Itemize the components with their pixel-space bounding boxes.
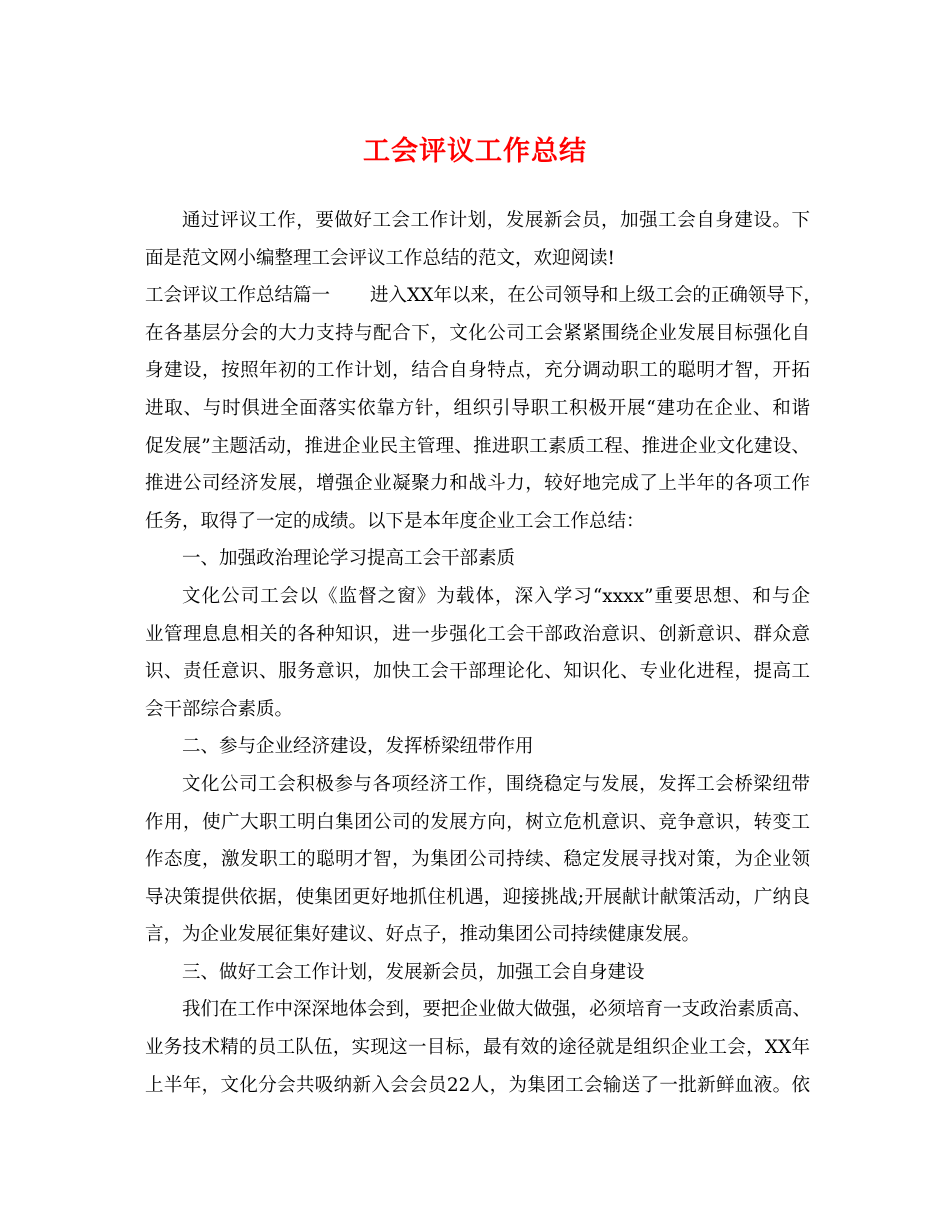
part1-line-1 — [145, 277, 822, 315]
section3-line-1: 我们在工作中深深地体会到，要把企业做大做强，必须培育一支政治素质高、 — [182, 999, 812, 1021]
section2-line-3: 作态度，激发职工的聪明才智，为集团公司持续、稳定发展寻找对策，为企业领 — [145, 849, 810, 871]
part1-paragraph — [145, 277, 822, 540]
section1-line-4: 会干部综合素质。 — [145, 698, 294, 720]
section3-heading: 三、做好工会工作计划，发展新会员，加强工会自身建设 — [182, 961, 645, 983]
section3-line-3: 上半年，文化分会共吸纳新入会会员22人，为集团工会输送了一批新鲜血液。依 — [145, 1074, 810, 1096]
part1-line-4: 进取、与时俱进全面落实依靠方针，组织引导职工积极开展“建功在企业、和谐 — [145, 397, 810, 419]
section2-heading: 二、参与企业经济建设，发挥桥梁纽带作用 — [182, 736, 534, 758]
part1-line-3: 身建设，按照年初的工作计划，结合自身特点，充分调动职工的聪明才智，开拓 — [145, 360, 810, 382]
part1-line-6: 推进公司经济发展，增强企业凝聚力和战斗力，较好地完成了上半年的各项工作 — [145, 473, 810, 495]
section1-line-1: 文化公司工会以《监督之窗》为载体，深入学习“xxxx”重要思想、和与企 — [182, 585, 810, 607]
part1-label: 工会评议工作总结篇一 — [145, 285, 331, 307]
page-title: 工会评议工作总结 — [363, 136, 587, 167]
section3 — [145, 954, 810, 1104]
document-body — [145, 202, 822, 1104]
section1-heading: 一、加强政治理论学习提高工会干部素质 — [182, 548, 516, 570]
intro-paragraph — [145, 202, 810, 277]
section1-line-3: 识、责任意识、服务意识，加快工会干部理论化、知识化、专业化进程，提高工 — [145, 661, 810, 683]
section2-line-1: 文化公司工会积极参与各项经济工作，围绕稳定与发展，发挥工会桥梁纽带 — [182, 773, 810, 795]
section2-line-5: 言，为企业发展征集好建议、好点子，推动集团公司持续健康发展。 — [145, 924, 701, 946]
part1-line-7: 任务，取得了一定的成绩。以下是本年度企业工会工作总结： — [145, 510, 645, 532]
section2-line-2: 作用，使广大职工明白集团公司的发展方向，树立危机意识、竞争意识，转变工 — [145, 811, 810, 833]
section1-line-2: 业管理息息相关的各种知识，进一步强化工会干部政治意识、创新意识、群众意 — [145, 623, 810, 645]
intro-line-2: 面是范文网小编整理工会评议工作总结的范文，欢迎阅读! — [145, 247, 615, 269]
part1-line-2: 在各基层分会的大力支持与配合下，文化公司工会紧紧围绕企业发展目标强化自 — [145, 322, 810, 344]
part1-line-5: 促发展”主题活动，推进企业民主管理、推进职工素质工程、推进企业文化建设、 — [145, 435, 810, 457]
intro-line-1: 通过评议工作，要做好工会工作计划，发展新会员，加强工会自身建设。下 — [182, 210, 810, 231]
section1 — [145, 540, 810, 728]
section2-line-4: 导决策提供依据，使集团更好地抓住机遇，迎接挑战;开展献计献策活动，广纳良 — [145, 886, 810, 908]
section3-line-2: 业务技术精的员工队伍，实现这一目标，最有效的途径就是组织企业工会，XX年 — [145, 1037, 810, 1059]
part1-line-1-text: 进入XX年以来，在公司领导和上级工会的正确领导下， — [370, 285, 822, 307]
section2 — [145, 728, 810, 954]
